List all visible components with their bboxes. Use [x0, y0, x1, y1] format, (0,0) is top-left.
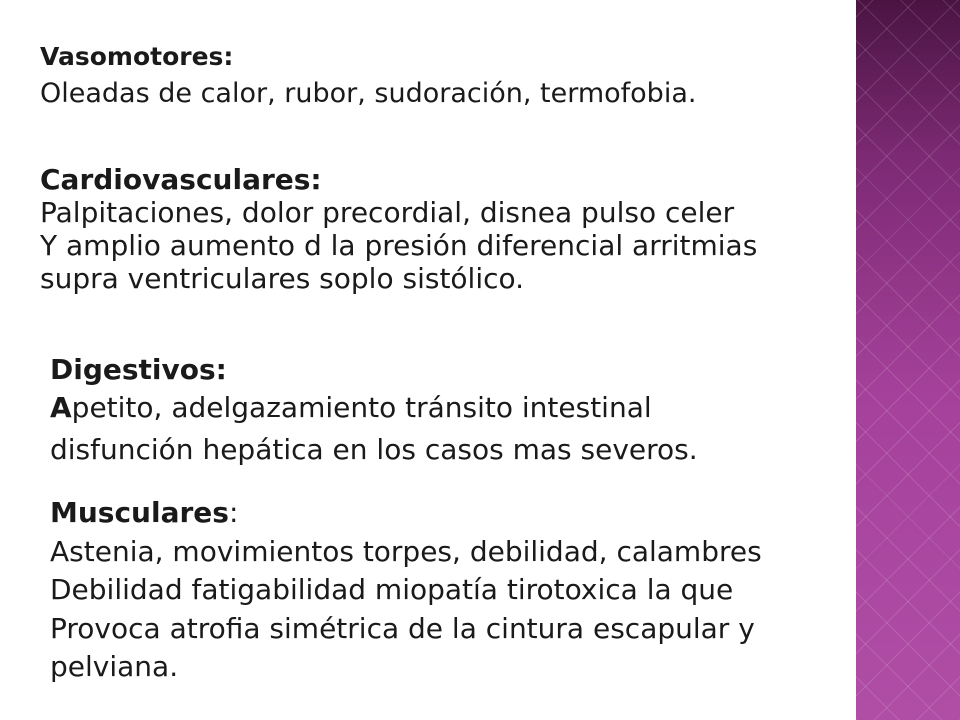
section-text-line: Astenia, movimientos torpes, debilidad, calambres: [50, 534, 762, 568]
section-text-line: Palpitaciones, dolor precordial, disnea pulso celer: [40, 196, 735, 229]
line-text: petito, adelgazamiento tránsito intestinal: [71, 391, 652, 424]
section-text-line: pelviana.: [50, 650, 179, 683]
section-cardiovasculares: [40, 163, 757, 295]
section-text-line: supra ventriculares soplo sistólico.: [40, 262, 525, 295]
section-heading: Cardiovasculares:: [40, 163, 322, 196]
heading-text: Musculares: [50, 496, 229, 529]
section-text-line: disfunción hepática en los casos mas severos.: [50, 433, 698, 466]
heading-colon: :: [228, 496, 239, 529]
section-vasomotores: [40, 42, 696, 110]
section-digestivos: [50, 352, 698, 471]
section-text-line: Y amplio aumento d la presión diferencial arritmias: [40, 229, 758, 262]
section-heading: [50, 494, 762, 533]
section-text-line: Debilidad fatigabilidad miopatía tirotoxica la que: [50, 573, 734, 606]
section-heading: Vasomotores:: [40, 42, 234, 71]
bold-initial-letter: A: [50, 391, 72, 424]
section-text-line: [50, 387, 698, 429]
section-heading: Digestivos:: [50, 353, 227, 386]
section-text-line: Oleadas de calor, rubor, sudoración, termofobia.: [40, 78, 697, 109]
section-text-line: Provoca atrofia simétrica de la cintura escapular y: [50, 611, 755, 645]
section-musculares: [50, 494, 762, 687]
